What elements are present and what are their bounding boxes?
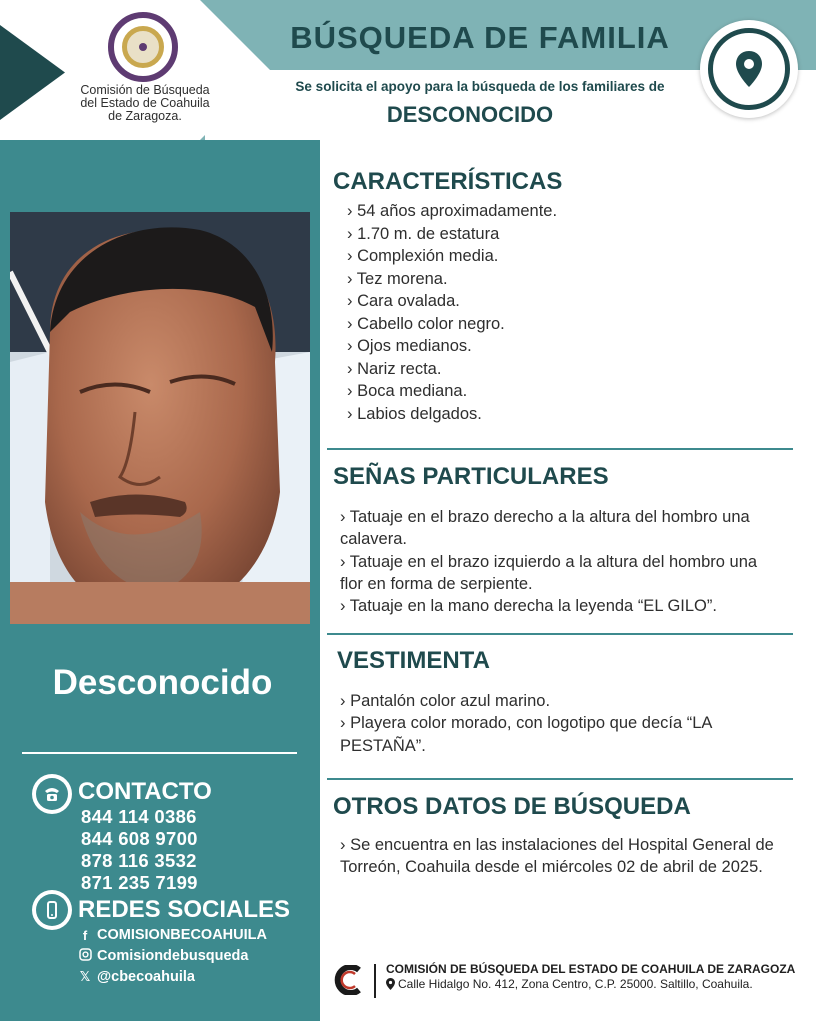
characteristics-list (347, 200, 557, 425)
list-item: › Cara ovalada. (347, 290, 557, 313)
list-item: › Boca mediana. (347, 380, 557, 403)
characteristics-title: CARACTERÍSTICAS (333, 168, 563, 195)
footer-logo (333, 965, 369, 995)
section-divider (327, 448, 793, 450)
marks-list (340, 506, 780, 617)
person-name: Desconocido (52, 663, 273, 702)
organization-seal-logo (108, 12, 178, 82)
other-data-title: OTROS DATOS DE BÚSQUEDA (333, 793, 691, 820)
list-item: › Complexión media. (347, 245, 557, 268)
location-badge (700, 20, 798, 118)
contact-title: CONTACTO (78, 778, 212, 805)
map-pin-icon (386, 978, 395, 990)
page-title: BÚSQUEDA DE FAMILIA (290, 20, 670, 55)
social-link-instagram[interactable]: Comisiondebusqueda (78, 948, 248, 964)
list-item: › Nariz recta. (347, 358, 557, 381)
other-data-list (340, 834, 780, 879)
section-divider (327, 633, 793, 635)
section-divider (327, 778, 793, 780)
social-link-x[interactable]: 𝕏 @cbecoahuila (79, 969, 195, 985)
phone-number[interactable]: 844 608 9700 (81, 828, 198, 849)
footer-address: Calle Hidalgo No. 412, Zona Centro, C.P. 25000. Saltillo, Coahuila. (386, 977, 753, 991)
list-item: › Cabello color negro. (347, 313, 557, 336)
phone-number[interactable]: 878 116 3532 (81, 850, 197, 871)
list-item: › Playera color morado, con logotipo que decía “LA PESTAÑA”. (340, 712, 780, 757)
phone-number[interactable]: 844 114 0386 (81, 806, 197, 827)
list-item: › Ojos medianos. (347, 335, 557, 358)
list-item: › Pantalón color azul marino. (340, 690, 780, 712)
footer-separator (374, 964, 376, 998)
map-pin-icon (734, 50, 764, 88)
list-item: › Tatuaje en la mano derecha la leyenda “EL GILO”. (340, 595, 780, 617)
list-item: › Se encuentra en las instalaciones del Hospital General de Torreón, Coahuila desde el miércoles 02 de abril de 2025. (340, 834, 780, 879)
sidebar-divider (22, 752, 297, 754)
clothing-title: VESTIMENTA (337, 647, 490, 674)
clothing-list (340, 690, 780, 757)
subject-heading: DESCONOCIDO (386, 102, 554, 127)
list-item: › Tez morena. (347, 268, 557, 291)
list-item: › 54 años aproximadamente. (347, 200, 557, 223)
list-item: › 1.70 m. de estatura (347, 223, 557, 246)
phone-icon (32, 774, 72, 814)
social-title: REDES SOCIALES (78, 896, 291, 923)
marks-title: SEÑAS PARTICULARES (333, 463, 609, 490)
list-item: › Labios delgados. (347, 403, 557, 426)
footer-organization: COMISIÓN DE BÚSQUEDA DEL ESTADO DE COAHUILA DE ZARAGOZA (386, 962, 796, 976)
person-photo (10, 212, 310, 624)
instagram-icon (78, 948, 92, 964)
list-item: › Tatuaje en el brazo izquierdo a la altura del hombro una flor en forma de serpiente. (340, 551, 780, 596)
facebook-icon: f (82, 927, 88, 943)
page-subtitle: Se solicita el apoyo para la búsqueda de los familiares de (295, 79, 665, 94)
social-link-facebook[interactable]: f COMISIONBECOAHUILA (78, 927, 267, 943)
list-item: › Tatuaje en el brazo derecho a la altura del hombro una calavera. (340, 506, 780, 551)
x-icon: 𝕏 (79, 969, 91, 984)
phone-number[interactable]: 871 235 7199 (81, 872, 198, 893)
organization-name: Comisión de Búsqueda del Estado de Coahuila de Zaragoza. (80, 83, 210, 123)
smartphone-icon (32, 890, 72, 930)
